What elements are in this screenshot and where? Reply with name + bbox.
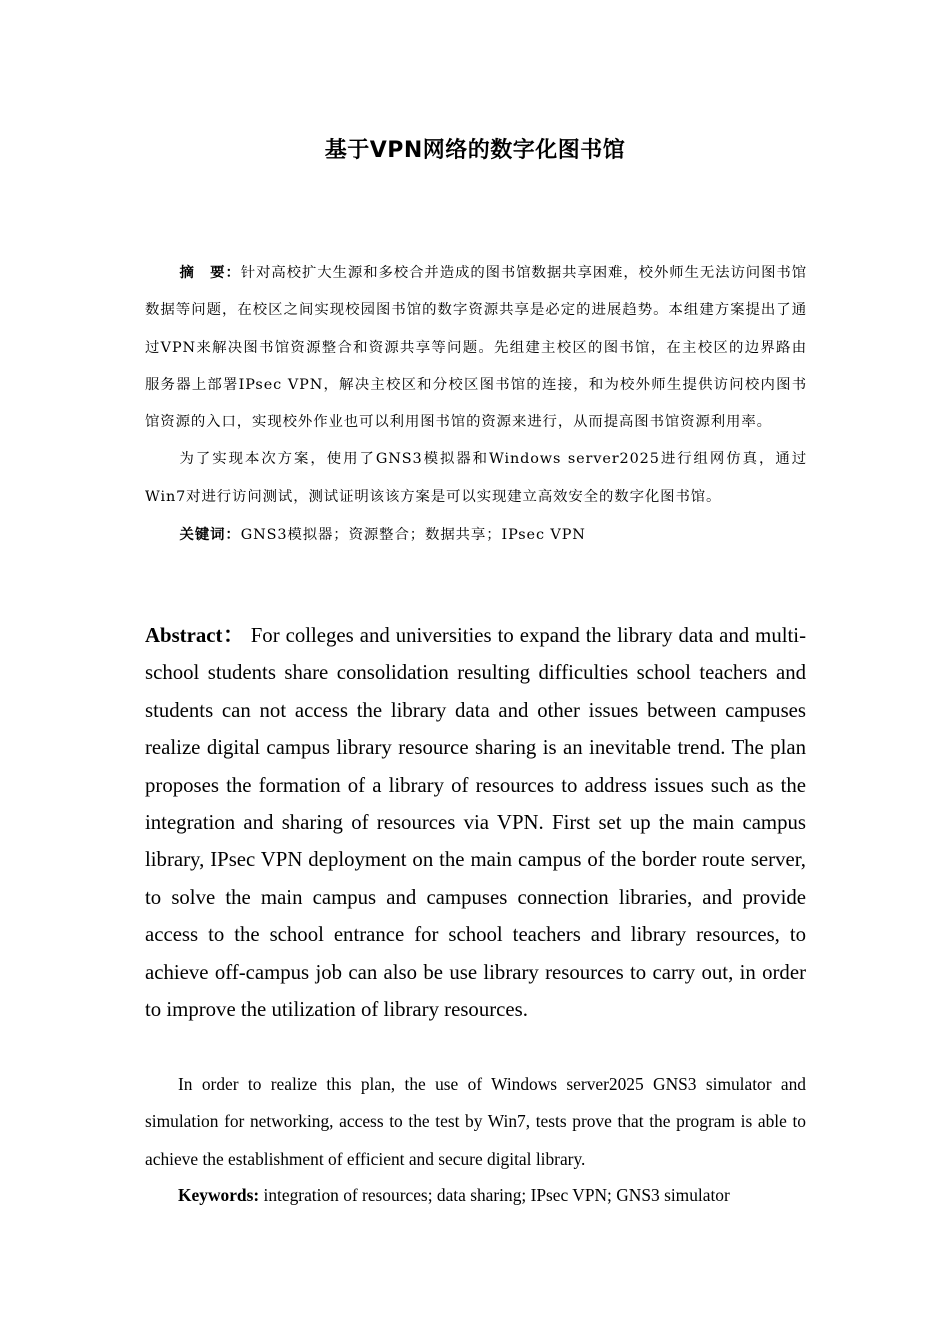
chinese-abstract-text: 针对高校扩大生源和多校合并造成的图书馆数据共享困难，校外师生无法访问图书馆数据等问题，在校区之间实现校园图书馆的数字资源共享是必定的进展趋势。本组建方案提出了通过VPN来解决图书馆资源整合和资源共享等问题。先组建主校区的图书馆，在主校区的边界路由服务器上部署IPsec VPN，解决主校区和分校区图书馆的连接，和为校外师生提供访问校内图书馆资源的入口，实现校外作业也可以利用图书馆的资源来进行，从而提高图书馆资源利用率。 xyxy=(145,265,807,431)
english-keywords-label: Keywords: xyxy=(178,1185,260,1205)
chinese-abstract-paragraph xyxy=(145,254,807,441)
english-keywords xyxy=(178,1177,818,1214)
chinese-keywords-text: GNS3模拟器；资源整合；数据共享；IPsec VPN xyxy=(240,527,586,544)
english-abstract-text: For colleges and universities to expand the library data and multi-school students share consolidation resulting difficulties school teachers and students can not access the library data and other issues between campuses realize digital campus library resource sharing is an inevitable trend. The plan proposes the formation of a library of resources to address issues such as the integration and sharing of resources via VPN. First set up the main campus library, IPsec VPN deployment on the main campus of the border route server, to solve the main campus and campuses connection libraries, and provide access to the school entrance for school teachers and library resources, to achieve off-campus job can also be use library resources to carry out, in order to improve the utilization of library resources. xyxy=(145,624,807,1022)
english-abstract-secondary xyxy=(145,1066,806,1178)
chinese-abstract-label: 摘 要： xyxy=(179,264,241,281)
page-title: 基于VPN网络的数字化图书馆 xyxy=(324,138,626,163)
english-abstract-label: Abstract： xyxy=(145,624,245,647)
english-abstract-paragraph-2: In order to realize this plan, the use of Windows server2025 GNS3 simulator and simulation for networking, access to the test by Win7, tests prove that the program is able to achieve the establishment of efficient and secure digital library. xyxy=(145,1074,806,1169)
chinese-abstract-paragraph-2: 为了实现本次方案，使用了GNS3模拟器和Windows server2025进行组网仿真，通过Win7对进行访问测试，测试证明该该方案是可以实现建立高效安全的数字化图书馆。 xyxy=(145,451,807,505)
chinese-keywords xyxy=(145,516,807,554)
english-abstract-paragraph xyxy=(145,617,806,1028)
english-keywords-text: integration of resources; data sharing; IPsec VPN; GNS3 simulator xyxy=(263,1185,730,1205)
chinese-abstract xyxy=(145,254,807,554)
english-abstract xyxy=(145,617,806,1028)
chinese-keywords-label: 关键词： xyxy=(179,526,241,544)
